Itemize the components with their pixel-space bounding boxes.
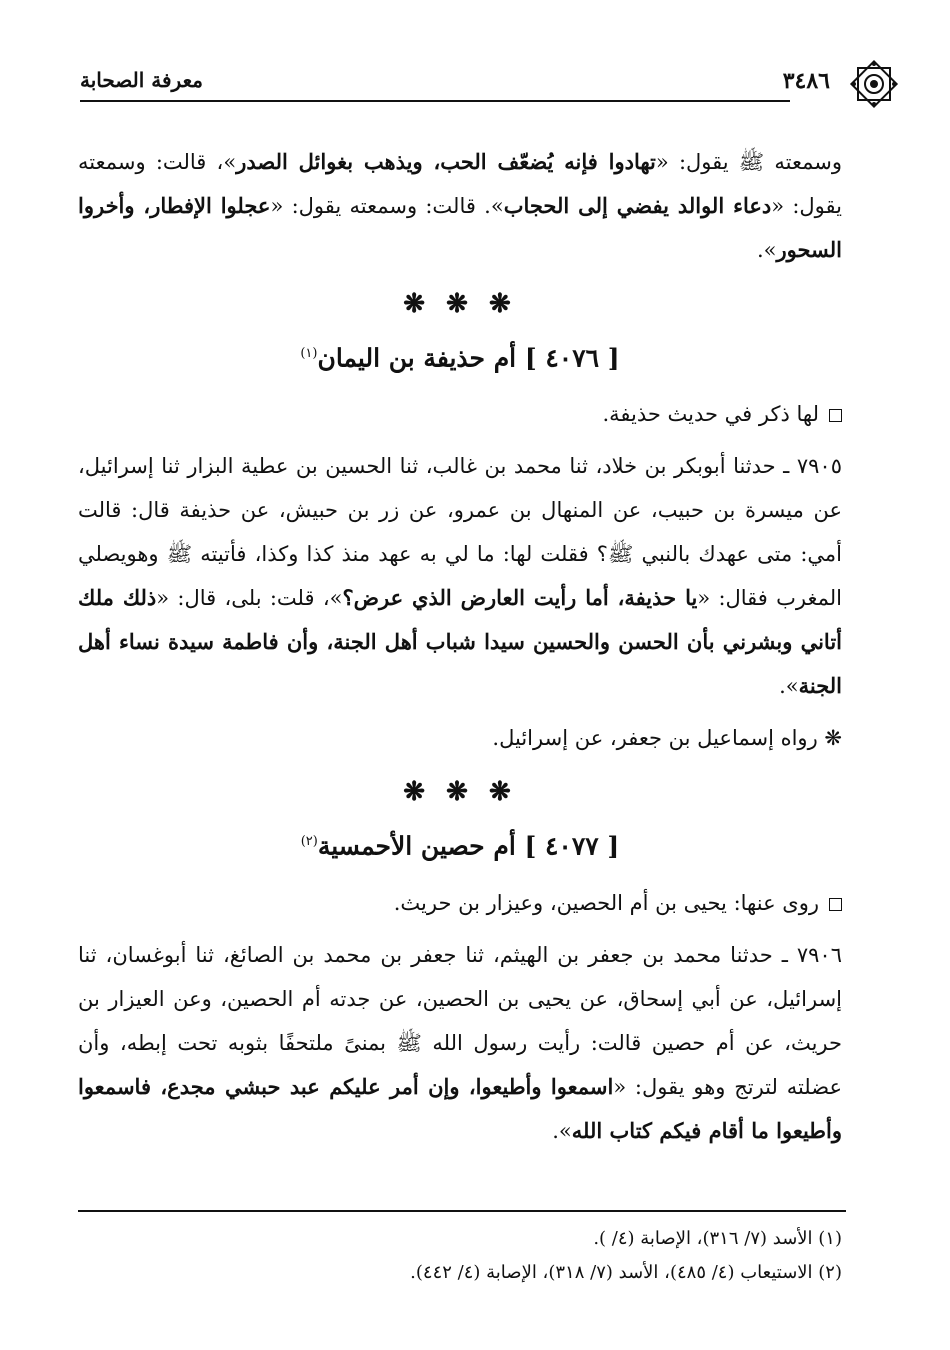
footnote-divider: [78, 1210, 846, 1212]
hadith-bold-text: يا حذيفة، أما رأيت العارض الذي عرض؟: [342, 585, 698, 611]
text-run: ٧٩٠٥ ـ حدثنا أبوبكر بن خلاد، ثنا محمد بن غالب، ثنا الحسين بن عطية البزار ثنا إسرائيل، عن ميسرة بن حبيب، عن المنهال بن عمرو، عن زر بن حبيش، عن حذيفة قال: قالت أمي: متى عهدك بالنبي ﷺ؟ فقلت لها: ما لي به عهد منذ كذا وكذا، فأتيته ﷺ وهويصلي المغرب فقال: «: [78, 454, 842, 611]
hadith-paragraph: [78, 933, 842, 1153]
hadith-paragraph: [78, 444, 842, 708]
book-title: معرفة الصحابة: [80, 68, 203, 92]
footnote-item: (٢) الاستيعاب (٤/ ٤٨٥)، الأسد (٧/ ٣١٨)، الإصابة (٤/ ٤٤٢).: [410, 1262, 842, 1283]
page-body: [78, 140, 842, 1153]
entry-note-text: لها ذكر في حديث حذيفة.: [602, 402, 819, 427]
entry-heading-text: [ ٤٠٧٧ ] أم حصين الأحمسية: [317, 831, 620, 861]
page-header: [80, 62, 850, 102]
footnote-item: (١) الأسد (٧/ ٣١٦)، الإصابة (٤/ ).: [593, 1228, 842, 1249]
square-bullet-icon: [829, 409, 842, 422]
hadith-bold-text: عجلوا الإفطار، وأخروا السحور: [78, 193, 842, 262]
hadith-bold-text: اسمعوا وأطيعوا، وإن أمر عليكم عبد حبشي مجدع، فاسمعوا وأطيعوا ما أقام فيكم كتاب الله: [78, 1073, 842, 1143]
text-run: »، قلت: بلى، قال: «: [156, 586, 343, 611]
square-bullet-icon: [829, 898, 842, 911]
footnotes: [78, 1222, 842, 1290]
octagonal-star-ornament-icon: [848, 58, 900, 110]
entry-note: [78, 881, 842, 925]
text-run: »، قالت: وسمعته يقول: «: [78, 150, 842, 218]
paragraph-continuation: [78, 140, 842, 272]
text-run: ». قالت: وسمعته يقول: «: [270, 194, 504, 218]
entry-heading-text: [ ٤٠٧٦ ] أم حذيفة بن اليمان: [317, 343, 620, 373]
section-separator: ❋ ❋ ❋: [403, 777, 517, 808]
hadith-bold-text: دعاء الوالد يفضي إلى الحجاب: [503, 193, 772, 218]
hadith-bold-text: تهادوا فإنه يُضعّف الحب، ويذهب بغوائل الصدر: [236, 149, 656, 174]
hadith-bold-text: ذلك ملك أتاني وبشرني بأن الحسن والحسين سيدا شباب أهل الجنة، وأن فاطمة سيدة نساء أهل الجنة: [78, 585, 843, 699]
header-divider: [80, 100, 790, 102]
entry-heading: [78, 332, 842, 380]
text-run: ».: [552, 1118, 572, 1143]
section-separator: ❋ ❋ ❋: [403, 289, 517, 319]
entry-note: [78, 392, 842, 436]
text-run: ٧٩٠٦ ـ حدثنا محمد بن جعفر بن الهيثم، ثنا جعفر بن محمد بن الصائغ، ثنا أبوغسان، ثنا إسرائيل، عن أبي إسحاق، عن يحيى بن الحصين، عن جدته أم الحصين، وعن العيزار بن حريث، عن أم حصين قالت: رأيت رسول الله ﷺ بمنىً ملتحفًا بثوبه تحت إبطه، وأن عضلته لترتج وهو يقول: «: [78, 942, 842, 1099]
text-run: ».: [756, 238, 777, 262]
text-run: ».: [779, 674, 799, 699]
text-run: وسمعته ﷺ يقول: «: [655, 150, 842, 174]
footnote-ref: (١): [300, 346, 318, 361]
footnote-ref: (٢): [300, 834, 318, 850]
page-number: ٣٤٨٦: [782, 68, 830, 94]
narration-note: ❋ رواه إسماعيل بن جعفر، عن إسرائيل.: [492, 726, 842, 751]
entry-heading: [78, 820, 842, 868]
entry-note-text: روى عنها: يحيى بن أم الحصين، وعيزار بن حريث.: [393, 890, 819, 915]
